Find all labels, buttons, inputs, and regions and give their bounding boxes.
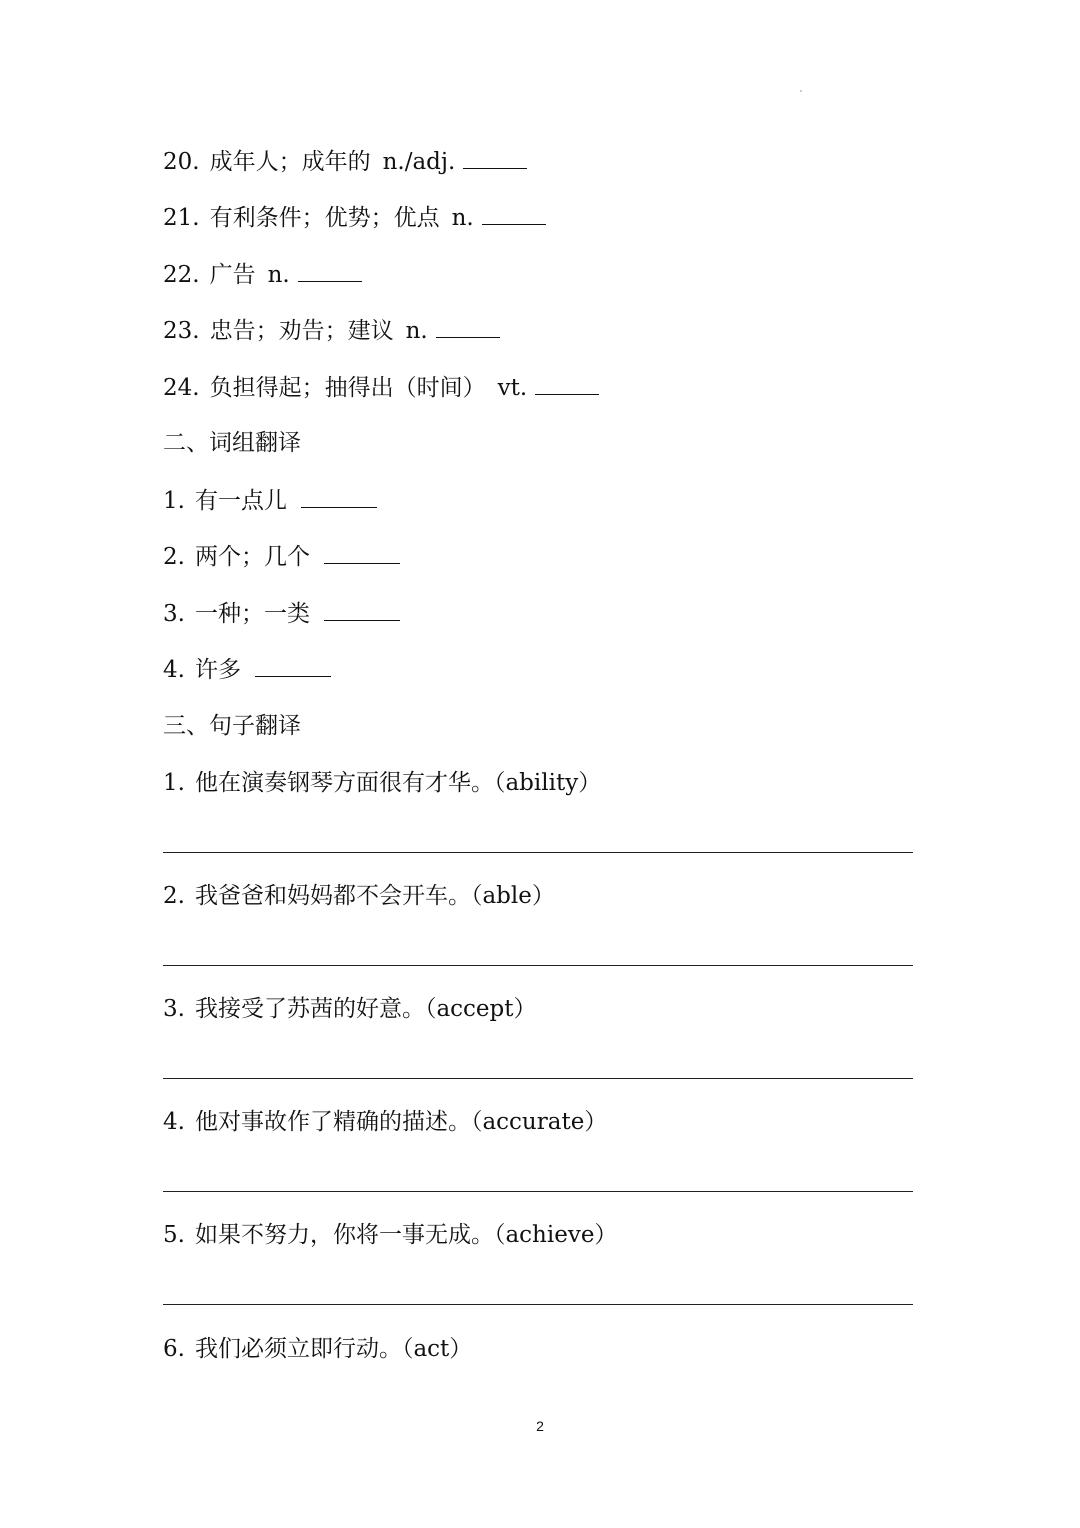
phrase-item-2: 2. 两个；几个 bbox=[163, 541, 400, 572]
answer-blank[interactable] bbox=[301, 485, 377, 508]
answer-line[interactable] bbox=[163, 1078, 913, 1079]
scan-speck bbox=[800, 90, 802, 92]
answer-blank[interactable] bbox=[324, 598, 400, 621]
vocab-item-23: 23. 忠告；劝告；建议 n. bbox=[163, 315, 500, 346]
section-heading-phrases: 二、词组翻译 bbox=[163, 430, 301, 456]
sentence-item-6: 6. 我们必须立即行动。（act） bbox=[163, 1336, 473, 1362]
answer-blank[interactable] bbox=[463, 146, 527, 169]
answer-blank[interactable] bbox=[436, 315, 500, 338]
vocab-item-20: 20. 成年人；成年的 n./adj. bbox=[163, 146, 527, 177]
section-heading-sentences: 三、句子翻译 bbox=[163, 713, 301, 739]
vocab-item-22: 22. 广告 n. bbox=[163, 259, 362, 290]
answer-line[interactable] bbox=[163, 852, 913, 853]
answer-blank[interactable] bbox=[298, 259, 362, 282]
answer-blank[interactable] bbox=[535, 372, 599, 395]
sentence-item-2: 2. 我爸爸和妈妈都不会开车。（able） bbox=[163, 883, 555, 909]
sentence-item-3: 3. 我接受了苏茜的好意。（accept） bbox=[163, 996, 537, 1022]
sentence-item-5: 5. 如果不努力，你将一事无成。（achieve） bbox=[163, 1222, 618, 1248]
sentence-item-1: 1. 他在演奏钢琴方面很有才华。（ability） bbox=[163, 770, 602, 796]
vocab-item-21: 21. 有利条件；优势；优点 n. bbox=[163, 202, 546, 233]
page-number: 2 bbox=[536, 1418, 544, 1434]
vocab-item-24: 24. 负担得起；抽得出（时间） vt. bbox=[163, 372, 599, 403]
answer-blank[interactable] bbox=[324, 541, 400, 564]
phrase-item-3: 3. 一种；一类 bbox=[163, 598, 400, 629]
answer-line[interactable] bbox=[163, 1304, 913, 1305]
phrase-item-4: 4. 许多 bbox=[163, 654, 331, 685]
answer-blank[interactable] bbox=[482, 202, 546, 225]
answer-line[interactable] bbox=[163, 965, 913, 966]
sentence-item-4: 4. 他对事故作了精确的描述。（accurate） bbox=[163, 1109, 608, 1135]
answer-line[interactable] bbox=[163, 1191, 913, 1192]
phrase-item-1: 1. 有一点儿 bbox=[163, 485, 377, 516]
answer-blank[interactable] bbox=[255, 654, 331, 677]
